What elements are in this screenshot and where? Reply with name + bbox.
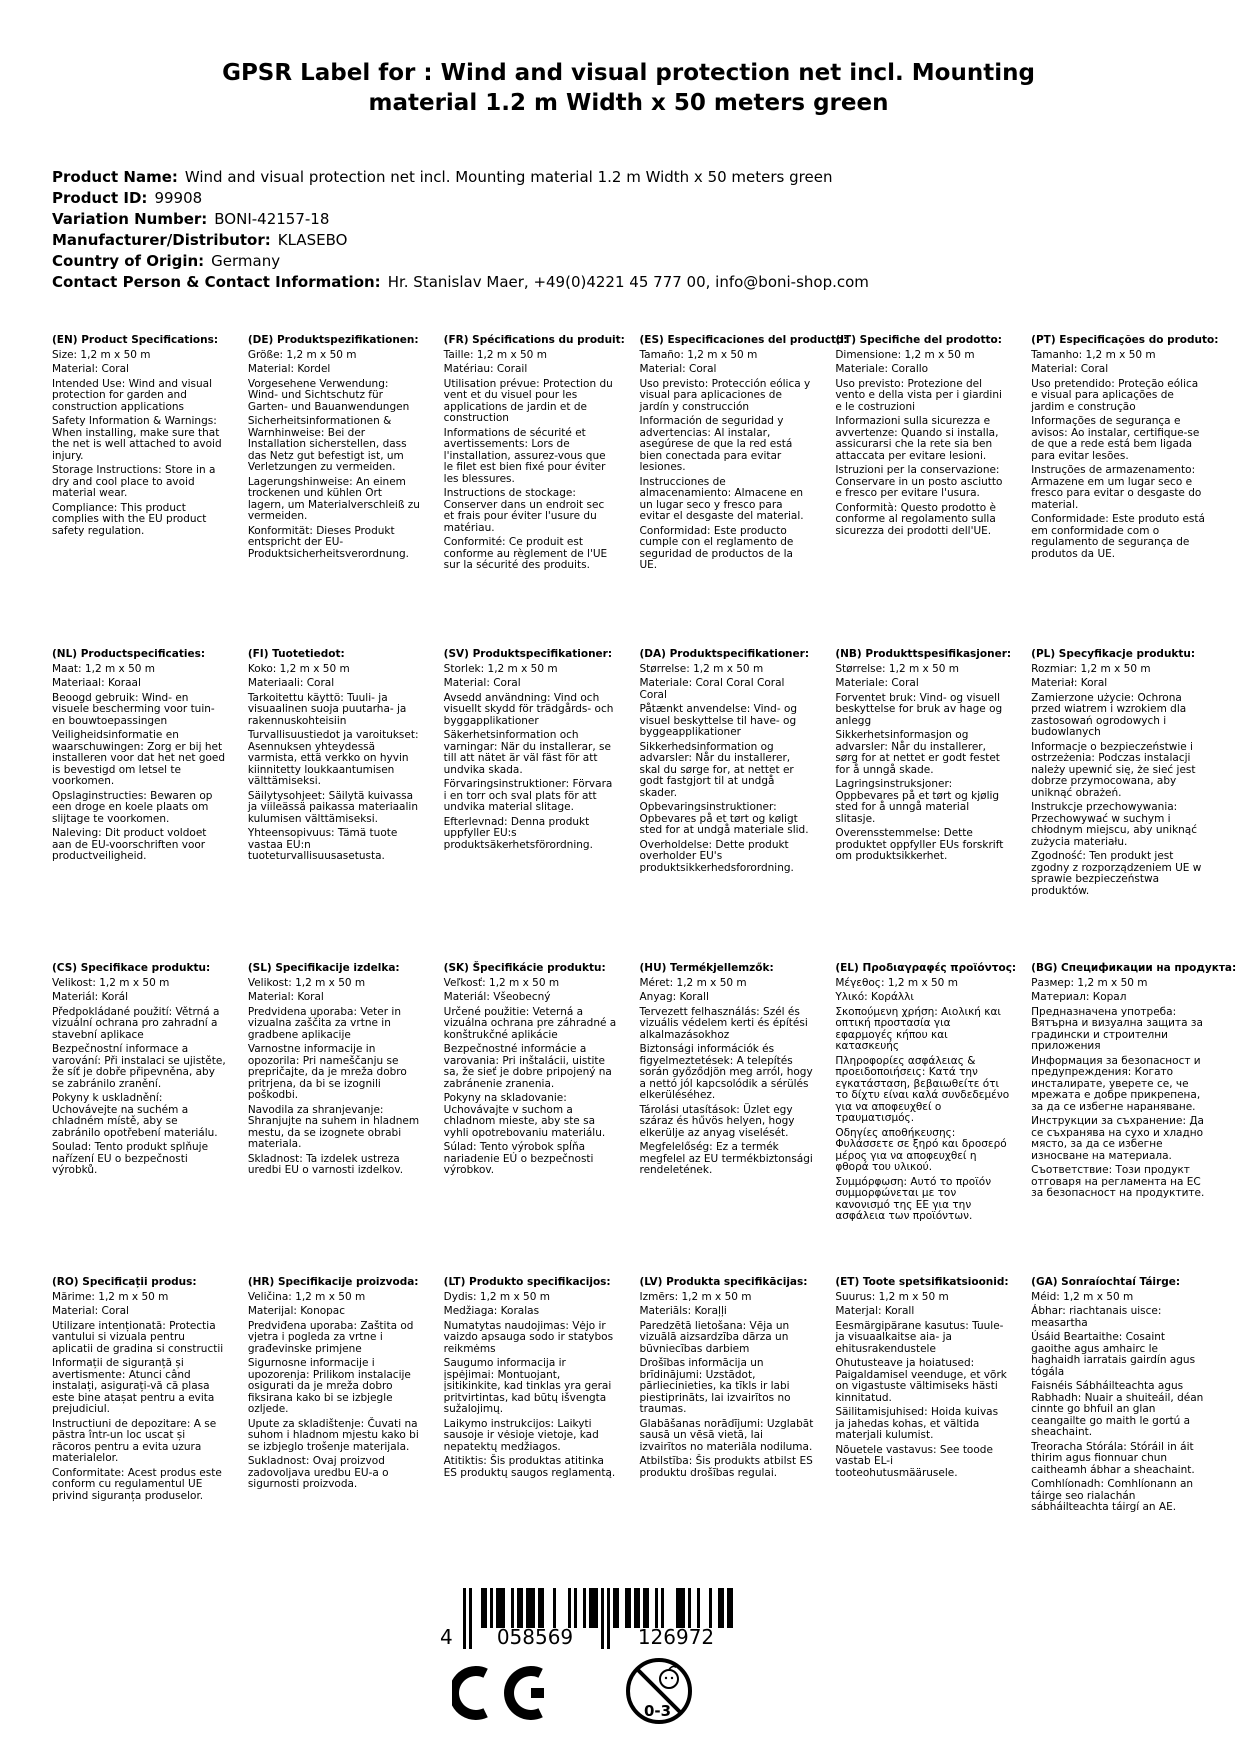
spec-paragraph: Nõuetele vastavus: See toode vastab EL-i tooteohutusmäärusele. [835,1443,993,1479]
language-block-body [52,978,226,1177]
spec-paragraph: Материал: Корал [1031,991,1127,1003]
spec-paragraph: Méret: 1,2 m x 50 m [639,976,747,989]
spec-paragraph: Storlek: 1,2 m x 50 m [443,662,558,675]
language-block-body [444,350,618,572]
product-info-value: 99908 [154,189,203,207]
product-info-label: Variation Number: [52,210,208,228]
baby-eye-left [665,1677,667,1679]
language-block-heading: (HU) Termékjellemzők: [639,962,774,974]
spec-paragraph: Οδηγίες αποθήκευσης: Φυλάσσετε σε ξηρό και δροσερό μέρος για να αποφευχθεί η φθορά του υλικού. [835,1126,1007,1173]
language-block-body [52,1292,226,1503]
spec-paragraph: Predviđena uporaba: Zaštita od vjetra i pogleda za vrtne i građevinske primjene [247,1319,414,1355]
language-block-heading: (NB) Produkttspesifikasjoner: [835,648,1012,660]
language-block [248,1277,422,1514]
product-info-value: Wind and visual protection net incl. Mounting material 1.2 m Width x 50 meters green [184,168,833,186]
language-block-body [248,1292,422,1491]
spec-paragraph: Размер: 1,2 m x 50 m [1031,976,1148,989]
spec-paragraph: Saugumo informacija ir įspėjimai: Montuojant, įsitikinkite, kad tinklas yra gerai pritvirtintas, kad būtų išvengta sužalojimų. [443,1357,612,1415]
language-block [835,962,1017,1277]
spec-paragraph: Material: Coral [52,363,129,375]
spec-paragraph: Ábhar: riachtanais uisce: measartha [1031,1305,1162,1329]
spec-paragraph: Material: Coral [443,677,521,689]
page-title [52,58,1205,118]
spec-paragraph: Avsedd användning: Vind och visuellt skydd för trädgårds- och byggapplikationer [443,691,614,727]
language-block-heading: (FR) Spécifications du produit: [443,334,625,346]
page-title-line-1: GPSR Label for : Wind and visual protection net incl. Mounting [222,60,1035,86]
baby-face-icon [660,1670,678,1688]
language-block-heading: (PT) Especificações do produto: [1031,334,1219,346]
barcode-right-digits: 126972 [637,1625,715,1649]
spec-paragraph: Beoogd gebruik: Wind- en visuele bescherming voor tuin- en bouwtoepassingen [52,691,215,727]
language-block-heading: (EN) Product Specifications: [52,334,219,346]
spec-paragraph: Veličina: 1,2 m x 50 m [247,1290,366,1303]
spec-paragraph: Material: Koral [247,991,324,1003]
language-block-body [639,978,813,1177]
spec-paragraph: Overensstemmelse: Dette produktet oppfyller EUs forskrift om produktsikkerhet. [835,827,1004,862]
spec-paragraph: Съответствие: Този продукт отговаря на регламента на ЕС за безопасност на продуктите. [1031,1164,1205,1199]
ean13-barcode [440,1588,750,1652]
spec-paragraph: Koko: 1,2 m x 50 m [247,662,350,675]
spec-paragraph: Säilytysohjeet: Säilytä kuivassa ja viileässä paikassa materiaalin kulumisen välttämiseksi. [247,789,418,825]
spec-paragraph: Efterlevnad: Denna produkt uppfyller EU:s produktsäkerhetsförordning. [443,815,593,851]
language-block [1031,1277,1205,1514]
spec-paragraph: Tárolási utasítások: Üzlet egy száraz és hűvös helyen, hogy elkerülje az anyag viselését. [639,1103,795,1139]
language-block-heading: (ET) Toote spetsifikatsioonid: [835,1276,1009,1288]
language-block [639,963,813,1277]
language-block-body [1031,664,1205,898]
spec-paragraph: Μέγεθος: 1,2 m x 50 m [835,976,958,989]
age-warning-range: 0-3 [644,1702,672,1720]
spec-paragraph: Uso previsto: Protezione del vento e della vista per i giardini e le costruzioni [835,377,1002,413]
spec-paragraph: Úsáid Beartaithe: Cosaint gaoithe agus amhairc le haghaidh iarratais gairdín agus tógála [1031,1331,1196,1378]
spec-paragraph: Sigurnosne informacije i upozorenja: Prilikom instalacije osigurati da je mreža dobro fiksirana kako bi se izbjegle ozljede. [247,1357,411,1415]
language-block-heading: (DA) Produktspecifikationer: [639,648,810,660]
spec-paragraph: Compliance: This product complies with the EU product safety regulation. [52,501,207,537]
language-block-heading: (NL) Productspecificaties: [52,648,206,660]
spec-paragraph: Súlad: Tento výrobok spĺňa nariadenie EÚ o bezpečnosti výrobkov. [443,1141,594,1176]
spec-paragraph: Velikost: 1,2 m x 50 m [52,976,170,989]
language-block-body [444,1292,618,1480]
language-block-heading: (SV) Produktspecifikationer: [443,648,613,660]
language-block [443,334,625,649]
language-block-body [1031,1292,1205,1514]
language-block-heading: (HR) Specifikacije proizvoda: [247,1276,419,1288]
language-block [52,649,226,963]
language-block-body [639,1292,813,1480]
product-info-value: Hr. Stanislav Maer, +49(0)4221 45 777 00, info@boni-shop.com [387,273,869,291]
language-block-heading: (SK) Špecifikácie produktu: [443,962,606,974]
product-info-label: Contact Person & Contact Information: [52,273,381,291]
spec-paragraph: Conformidade: Este produto está em conformidade com o regulamento de segurança de produtos da UE. [1031,513,1205,560]
language-block [52,963,226,1277]
spec-paragraph: Glabāšanas norādījumi: Uzglabāt sausā un vēsā vietā, lai izvairītos no materiāla nodiluma. [639,1417,814,1453]
spec-paragraph: Υλικό: Κοράλλι [835,991,914,1003]
spec-paragraph: Zgodność: Ten produkt jest zgodny z rozporządzeniem UE w sprawie bezpieczeństwa produktów. [1031,850,1202,897]
spec-paragraph: Material: Coral [1031,363,1109,375]
language-block-heading: (LV) Produkta specifikācijas: [639,1276,808,1288]
spec-paragraph: Conformitate: Acest produs este conform cu regulamentul UE privind siguranța produselor. [52,1466,222,1502]
language-block [639,649,813,963]
spec-paragraph: Turvallisuustiedot ja varoitukset: Asennuksen yhteydessä varmista, että verkko on hyvin kiinnitetty loukkaantumisen välttämiseksi. [247,729,419,787]
spec-paragraph: Instruções de armazenamento: Armazene em um lugar seco e fresco para evitar o desgaste do material. [1031,464,1202,511]
spec-paragraph: Sikkerhedsinformation og advarsler: Når du installerer, skal du sørge for, at nettet er godt fastgjort til at undgå skader. [639,740,794,799]
spec-paragraph: Säilitamisjuhised: Hoida kuivas ja jahedas kohas, et vältida materjali kulumist. [835,1406,999,1441]
spec-paragraph: Medžiaga: Koralas [443,1305,540,1317]
spec-paragraph: Materiál: Korál [52,991,128,1003]
spec-paragraph: Skladnost: Ta izdelek ustreza uredbi EU o varnosti izdelkov. [247,1152,404,1176]
spec-paragraph: Πληροφορίες ασφάλειας & προειδοποιήσεις: Κατά την εγκατάσταση, βεβαιωθείτε ότι το δίχτυ είναι καλά συνδεδεμένο για να αποφευχθεί ο τραυματισμός. [835,1054,1010,1124]
ce-mark-icon [452,1663,552,1723]
spec-paragraph: Atitiktis: Šis produktas atitinka ES produktų saugos reglamentą. [443,1455,616,1479]
spec-paragraph: Treoracha Stórála: Stóráil in áit thirim agus fionnuar chun caitheamh ábhar a sheachaint. [1031,1440,1195,1476]
spec-paragraph: Izmērs: 1,2 m x 50 m [639,1290,752,1303]
spec-paragraph: Informações de segurança e avisos: Ao instalar, certifique-se de que a rede está bem ligada para evitar lesões. [1031,415,1200,462]
spec-paragraph: Maat: 1,2 m x 50 m [52,662,156,675]
spec-paragraph: Vorgesehene Verwendung: Wind- und Sichtschutz für Garten- und Bauanwendungen [247,377,410,413]
language-block-body [248,978,422,1177]
baby-eye-right [671,1677,673,1679]
spec-paragraph: Materiale: Coral [835,677,919,689]
spec-paragraph: Atbilstība: Šis produkts atbilst ES produktu drošības regulai. [639,1455,813,1479]
spec-paragraph: Информация за безопасност и предупреждения: Когато инсталирате, уверете се, че мрежата е добре прикрепена, за да се избегне нараняване. [1031,1054,1201,1113]
language-block-body [639,664,813,875]
language-block [444,1277,618,1514]
spec-paragraph: Lagerungshinweise: An einem trockenen und kühlen Ort lagern, um Materialverschleiß zu vermeiden. [247,475,420,522]
spec-paragraph: Soulad: Tento produkt splňuje nařízení EU o bezpečnosti výrobků. [52,1141,209,1176]
spec-paragraph: Σκοπούμενη χρήση: Αιολική και οπτική προστασία για εφαρμογές κήπου και κατασκευής [835,1005,1001,1052]
spec-paragraph: Overholdelse: Dette produkt overholder EU's produktsikkerhedsforordning. [639,838,794,874]
language-block [835,1277,1009,1514]
language-block [52,1277,226,1514]
product-info-value: Germany [211,252,281,270]
age-warning-icon [624,1656,694,1726]
spec-paragraph: Forventet bruk: Vind- og visuell beskyttelse for bruk av hage og anlegg [835,691,1003,727]
spec-paragraph: Información de seguridad y advertencias: Al instalar, asegúrese de que la red está bien conectada para evitar lesiones. [639,415,793,473]
spec-paragraph: Suurus: 1,2 m x 50 m [835,1290,949,1303]
spec-paragraph: Informații de siguranță și avertismente: Atunci când instalați, asigurați-vă că plasa este bine atașat pentru a evita prejudiciul. [52,1357,215,1415]
page-title-line-2: material 1.2 m Width x 50 meters green [368,90,889,116]
language-block-heading: (CS) Specifikace produktu: [52,962,211,974]
spec-paragraph: Informacje o bezpieczeństwie i ostrzeżenia: Podczas instalacji należy upewnić się, że sieć jest dobrze przymocowana, aby uniknąć obrażeń. [1031,740,1196,799]
spec-paragraph: Eesmärgipärane kasutus: Tuule- ja visuaalkaitse aia- ja ehitusrakendustele [835,1319,1004,1355]
spec-paragraph: Laikymo instrukcijos: Laikyti sausoje ir vėsioje vietoje, kad nepatektų medžiagos. [443,1417,599,1453]
spec-paragraph: Sikkerhetsinformasjon og advarsler: Når du installerer, sørg for at nettet er godt festet for å unngå skade. [835,729,1000,776]
language-block-body [1031,978,1205,1200]
language-block-body [248,350,422,561]
language-block [52,335,226,649]
spec-paragraph: Yhteensopivuus: Tämä tuote vastaa EU:n tuoteturvallisuusasetusta. [247,827,398,862]
product-info-value: BONI-42157-18 [214,210,330,228]
spec-paragraph: Materiale: Corallo [835,363,929,375]
spec-paragraph: Conformité: Ce produit est conforme au règlement de l'UE sur la sécurité des produits. [443,536,608,571]
spec-paragraph: Naleving: Dit product voldoet aan de EU-voorschriften voor productveiligheid. [52,827,207,862]
language-block-heading: (RO) Specificații produs: [52,1276,197,1288]
language-block [835,648,1012,963]
spec-paragraph: Opslaginstructies: Bewaren op een droge en koele plaats om slijtage te voorkomen. [52,789,213,825]
spec-paragraph: Tervezett felhasználás: Szél és vizuális védelem kerti és építési alkalmazásokhoz [639,1005,808,1041]
product-info-label: Product Name: [52,168,178,186]
spec-paragraph: Instrucciones de almacenamiento: Almacene en un lugar seco y fresco para evitar el desgaste del material. [639,475,804,522]
language-block-heading: (SL) Specifikacije izdelka: [247,962,400,974]
spec-paragraph: Taille: 1,2 m x 50 m [443,348,547,361]
spec-paragraph: Storage Instructions: Store in a dry and cool place to avoid material wear. [52,464,216,499]
language-block-body [835,350,1009,538]
language-block-body [835,978,1009,1223]
language-block-body [835,1292,1009,1480]
language-block-heading: (ES) Especificaciones del producto: [639,334,848,346]
language-block [835,335,1009,649]
language-block [1031,334,1219,649]
product-info-value: KLASEBO [277,231,348,249]
spec-paragraph: Uso pretendido: Proteção eólica e visual para aplicações de jardim e construção [1031,377,1199,413]
spec-paragraph: Pokyny na skladovanie: Uchovávajte v suchom a chladnom mieste, aby ste sa vyhli opotrebovaniu materiálu. [443,1092,606,1139]
spec-paragraph: Opbevaringsinstruktioner: Opbevares på et tørt og køligt sted for at undgå materiale slid. [639,801,809,836]
language-block-heading: (DE) Produktspezifikationen: [247,334,419,346]
spec-paragraph: Materiał: Koral [1031,677,1108,689]
spec-paragraph: Dydis: 1,2 m x 50 m [443,1290,550,1303]
baby-hair-curl [669,1666,676,1669]
language-block [639,1277,813,1514]
spec-paragraph: Tarkoitettu käyttö: Tuuli- ja visuaalinen suoja puutarha- ja rakennuskohteisiin [247,691,407,727]
language-block-body [52,664,226,863]
spec-paragraph: Safety Information & Warnings: When installing, make sure that the net is well attached to avoid injury. [52,415,222,462]
spec-paragraph: Bezpečnostné informácie a varovania: Pri inštalácii, uistite sa, že sieť je dobre pripojený na zabránenie zranenia. [443,1043,612,1090]
language-block-body [639,350,813,572]
spec-paragraph: Size: 1,2 m x 50 m [52,348,151,361]
language-block-heading: (GA) Sonraíochtaí Táirge: [1031,1276,1181,1288]
spec-paragraph: Informazioni sulla sicurezza e avvertenze: Quando si installa, assicurarsi che la rete sia ben attaccata per evitare lesioni. [835,415,999,462]
spec-paragraph: Material: Coral [52,1305,129,1317]
language-block [248,963,422,1277]
spec-paragraph: Ohutusteave ja hoiatused: Paigaldamisel veenduge, et võrk on vigastuste vältimiseks hästi kinnitatud. [835,1357,1007,1404]
spec-paragraph: Предназначена употреба: Вятърна и визуална защита за градински и строителни приложения [1031,1005,1203,1052]
spec-paragraph: Rozmiar: 1,2 m x 50 m [1031,662,1151,675]
language-block [639,334,848,649]
language-block-body [52,350,226,538]
spec-paragraph: Bezpečnostní informace a varování: Při instalaci se ujistěte, že síť je dobře připevněna, aby se zabránilo zranění. [52,1043,226,1090]
spec-paragraph: Intended Use: Wind and visual protection for garden and construction applications [52,377,213,413]
product-info-label: Country of Origin: [52,252,205,270]
language-block-heading: (BG) Спецификации на продукта: [1031,962,1237,974]
spec-paragraph: Instructions de stockage: Conserver dans un endroit sec et frais pour éviter l'usure du matériau. [443,487,605,534]
product-info-label: Manufacturer/Distributor: [52,231,271,249]
spec-paragraph: Förvaringsinstruktioner: Förvara i en torr och sval plats för att undvika material slitage. [443,778,613,813]
language-block [1031,962,1237,1277]
spec-paragraph: Numatytas naudojimas: Vėjo ir vaizdo apsauga sodo ir statybos reikmėms [443,1319,614,1355]
language-block [444,963,618,1277]
spec-paragraph: Größe: 1,2 m x 50 m [247,348,357,361]
language-block [1031,649,1205,963]
spec-paragraph: Materiāls: Koraļļi [639,1305,727,1317]
spec-paragraph: Megfelelőség: Ez a termék megfelel az EU termékbiztonsági rendeletének. [639,1141,813,1176]
spec-paragraph: Conformità: Questo prodotto è conforme al regolamento sulla sicurezza dei prodotti dell'UE. [835,501,997,537]
spec-paragraph: Méid: 1,2 m x 50 m [1031,1290,1134,1303]
spec-paragraph: Faisnéis Sábháilteachta agus Rabhadh: Nuair a shuiteáil, déan cinnte go bhfuil an glan ceangailte go maith le gortú a sheachaint. [1031,1380,1204,1438]
spec-paragraph: Dimensione: 1,2 m x 50 m [835,348,975,361]
spec-paragraph: Materiale: Coral Coral Coral Coral [639,677,785,701]
product-info-line [52,251,1205,272]
spec-paragraph: Uso previsto: Protección eólica y visual para aplicaciones de jardín y construcción [639,377,811,413]
spec-paragraph: Lagringsinstruksjoner: Oppbevares på et tørt og kjølig sted for å unngå material slitasje. [835,778,1000,825]
spec-paragraph: Tamaño: 1,2 m x 50 m [639,348,758,361]
product-info-line [52,188,1205,209]
language-block [248,649,422,963]
spec-paragraph: Mărime: 1,2 m x 50 m [52,1290,169,1303]
spec-paragraph: Material: Coral [639,363,717,375]
spec-paragraph: Předpokládané použití: Větrná a vizuální ochrana pro zahradní a stavební aplikace [52,1005,220,1041]
product-info [52,167,1205,293]
barcode-left-digits: 058569 [496,1625,574,1649]
spec-paragraph: Størrelse: 1,2 m x 50 m [835,662,960,675]
product-info-line [52,230,1205,251]
spec-paragraph: Drošības informācija un brīdinājumi: Uzstādot, pārliecinieties, ka tīkls ir labi piestiprināts, lai izvairītos no traumas. [639,1357,791,1415]
spec-paragraph: Určené použitie: Veterná a vizuálna ochrana pre záhradné a konštrukčné aplikácie [443,1005,617,1041]
spec-paragraph: Størrelse: 1,2 m x 50 m [639,662,764,675]
spec-paragraph: Konformität: Dieses Produkt entspricht der EU-Produktsicherheitsverordnung. [247,524,409,560]
spec-paragraph: Instructiuni de depozitare: A se păstra într-un loc uscat și răcoros pentru a evita uzura materialelor. [52,1417,217,1464]
spec-paragraph: Informations de sécurité et avertissements: Lors de l'installation, assurez-vous que le filet est bien fixé pour éviter les blessures. [443,426,606,485]
language-block [444,649,618,963]
spec-paragraph: Navodila za shranjevanje: Shranjujte na suhem in hladnem mestu, da se izognete obrabi materiala. [247,1103,420,1150]
spec-paragraph: Comhlíonadh: Comhlíonann an táirge seo rialachán sábháilteachta táirgí an AE. [1031,1478,1194,1513]
spec-paragraph: Biztonsági információk és figyelmeztetések: A telepítés során győződjön meg arról, hogy a nettó jól kapcsolódik a sérülés elkerüléséhez. [639,1043,813,1101]
product-info-label: Product ID: [52,189,148,207]
product-info-line [52,272,1205,293]
language-block-body [1031,350,1205,561]
language-block-heading: (LT) Produkto specifikacijos: [443,1276,611,1288]
spec-paragraph: Material: Kordel [247,363,331,375]
language-block-body [835,664,1009,863]
spec-paragraph: Anyag: Korall [639,991,709,1003]
product-info-line [52,167,1205,188]
spec-paragraph: Materjal: Korall [835,1305,915,1317]
spec-paragraph: Materiál: Všeobecný [443,991,551,1003]
spec-paragraph: Säkerhetsinformation och varningar: När du installerar, se till att nätet är väl fäst för att undvika skada. [443,729,611,776]
spec-paragraph: Istruzioni per la conservazione: Conservare in un posto asciutto e fresco per evitare l'usura. [835,464,1003,499]
barcode-first-digit: 4 [440,1625,453,1649]
spec-paragraph: Upute za skladištenje: Čuvati na suhom i hladnom mjestu kako bi se izbjeglo trošenje materijala. [247,1417,419,1453]
spec-paragraph: Materijal: Konopac [247,1305,346,1317]
language-block-body [444,664,618,852]
spec-paragraph: Sukladnost: Ovaj proizvod zadovoljava uredbu EU-a o sigurnosti proizvoda. [247,1455,389,1490]
language-block-heading: (PL) Specyfikacje produktu: [1031,648,1196,660]
spec-paragraph: Velikost: 1,2 m x 50 m [247,976,366,989]
spec-paragraph: Conformidad: Este producto cumple con el reglamento de seguridad de productos de la UE. [639,524,794,571]
product-info-line [52,209,1205,230]
spec-paragraph: Инструкции за съхранение: Да се съхранява на сухо и хладно място, за да се избегне износване на материала. [1031,1115,1204,1162]
spec-paragraph: Predvidena uporaba: Veter in vizualna zaščita za vrtne in gradbene aplikacije [247,1005,401,1041]
spec-paragraph: Materiaal: Koraal [52,677,141,689]
spec-paragraph: Utilizare intenționată: Protectia vantului si vizuala pentru aplicatii de gradina si constructii [52,1319,224,1355]
spec-paragraph: Utilisation prévue: Protection du vent et du visuel pour les applications de jardin et de construction [443,377,613,424]
spec-paragraph: Materiaali: Coral [247,677,335,689]
spec-paragraph: Påtænkt anvendelse: Vind- og visuel beskyttelse til have- og byggeapplikationer [639,703,798,738]
spec-paragraph: Zamierzone użycie: Ochrona przed wiatrem i wzrokiem dla zastosowań ogrodowych i budowlanych [1031,691,1187,738]
spec-paragraph: Veľkosť: 1,2 m x 50 m [443,976,560,989]
spec-paragraph: Varnostne informacije in opozorila: Pri nameščanju se prepričajte, da je mreža dobro pritrjena, da bi se izognili poškodbi. [247,1043,407,1101]
spec-paragraph: Paredzētā lietošana: Vēja un vizuālā aizsardzība dārza un būvniecības darbiem [639,1319,790,1355]
spec-paragraph: Tamanho: 1,2 m x 50 m [1031,348,1156,361]
language-block-body [248,664,422,863]
spec-paragraph: Pokyny k uskladnění: Uchovávejte na suchém a chladném místě, aby se zabránilo opotřebení materiálu. [52,1092,218,1139]
language-grid [52,334,1237,1514]
spec-paragraph: Matériau: Corail [443,363,528,375]
language-block-heading: (FI) Tuotetiedot: [247,648,345,660]
language-block-heading: (IT) Specifiche del prodotto: [835,334,1002,346]
spec-paragraph: Veiligheidsinformatie en waarschuwingen: Zorg er bij het installeren voor dat het net goed is bevestigd om letsel te voorkomen. [52,729,226,787]
language-block-heading: (EL) Προδιαγραφές προϊόντος: [835,962,1017,974]
spec-paragraph: Συμμόρφωση: Αυτό το προϊόν συμμορφώνεται με τον κανονισμό της ΕΕ για την ασφάλεια των προϊόντων. [835,1175,992,1222]
spec-paragraph: Instrukcje przechowywania: Przechowywać w suchym i chłodnym miejscu, aby uniknąć zużycia materiału. [1031,801,1198,848]
language-block-body [444,978,618,1177]
spec-paragraph: Sicherheitsinformationen & Warnhinweise: Bei der Installation sicherstellen, dass das Netz gut befestigt ist, um Verletzungen zu vermeiden. [247,415,407,473]
language-block [248,335,422,649]
